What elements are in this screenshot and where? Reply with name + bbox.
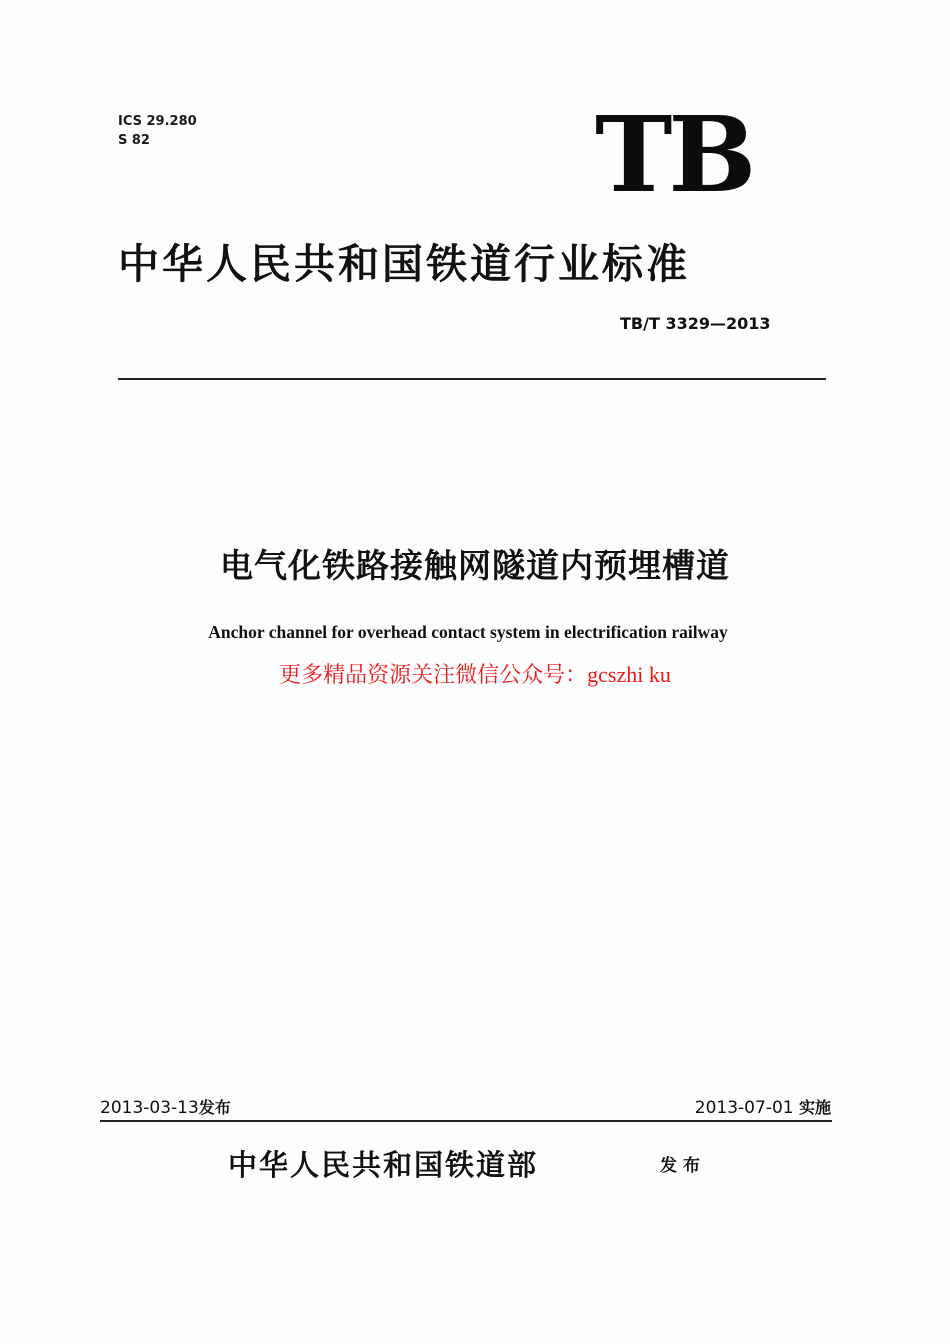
publisher-action: 发布 xyxy=(660,1156,706,1176)
standard-title: 中华人民共和国铁道行业标准 xyxy=(118,240,690,288)
bottom-divider xyxy=(100,1120,832,1122)
document-title-cn: 电气化铁路接触网隧道内预埋槽道 xyxy=(220,546,730,585)
ics-code: ICS 29.280 xyxy=(118,114,197,129)
document-title-en: Anchor channel for overhead contact system in electrification railway xyxy=(208,622,728,642)
promo-text: 更多精品资源关注微信公众号：gcszhi ku xyxy=(279,662,671,687)
effective-date-line xyxy=(695,1096,831,1120)
issue-date-line xyxy=(100,1096,231,1120)
ccs-code: S 82 xyxy=(118,133,150,148)
issue-date: 2013-03-13 xyxy=(100,1098,199,1118)
effective-suffix: 实施 xyxy=(798,1098,831,1117)
top-divider xyxy=(118,378,826,380)
standard-number: TB/T 3329—2013 xyxy=(620,314,771,333)
effective-date: 2013-07-01 xyxy=(694,1098,794,1118)
publisher-name: 中华人民共和国铁道部 xyxy=(228,1148,539,1182)
tb-logo: TB xyxy=(595,93,753,216)
classification-codes xyxy=(118,112,197,150)
issue-suffix: 发布 xyxy=(198,1098,231,1117)
